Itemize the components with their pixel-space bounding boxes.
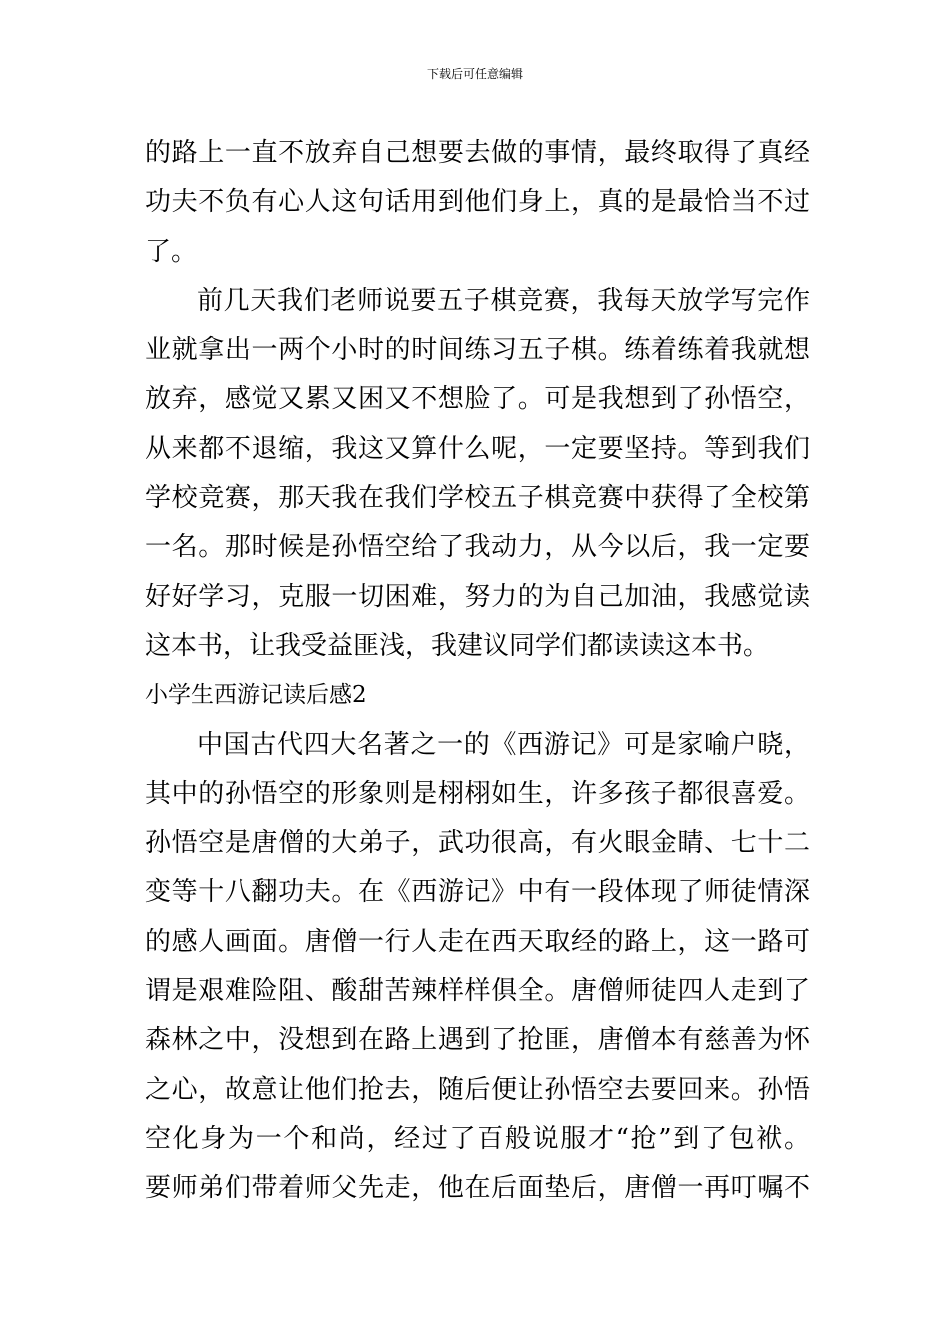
text-line: 的路上一直不放弃自己想要去做的事情，最终取得了真经: [145, 138, 810, 168]
text-line: 其中的孙悟空的形象则是栩栩如生，许多孩子都很喜爱。: [145, 778, 810, 809]
paragraph-1: [145, 129, 810, 277]
text-line: 好好学习，克服一切困难，努力的为自己加油，我感觉读: [145, 581, 810, 612]
text-line: 这本书，让我受益匪浅，我建议同学们都读读这本书。: [145, 630, 770, 661]
text-line: 森林之中，没想到在路上遇到了抢匪，唐僧本有慈善为怀: [145, 1025, 810, 1056]
text-line: 学校竞赛，那天我在我们学校五子棋竞赛中获得了全校第: [145, 483, 810, 514]
text-line: 放弃，感觉又累又困又不想脸了。可是我想到了孙悟空，: [145, 384, 810, 415]
text-line: 前几天我们老师说要五子棋竞赛，我每天放学写完作: [197, 285, 810, 316]
text-line: 孙悟空是唐僧的大弟子，武功很高，有火眼金睛、七十二: [145, 828, 810, 859]
document-body: [145, 129, 810, 1214]
section-title: 小学生西游记读后感2: [145, 682, 367, 709]
text-line: 中国古代四大名著之一的《西游记》可是家喻户晓，: [197, 729, 810, 760]
text-line: 要师弟们带着师父先走，他在后面垫后，唐僧一再叮嘱不: [145, 1173, 810, 1204]
text-line: 的感人画面。唐僧一行人走在西天取经的路上，这一路可: [145, 926, 810, 957]
text-line: 一名。那时候是孙悟空给了我动力，从今以后，我一定要: [145, 532, 810, 563]
text-line: 变等十八翻功夫。在《西游记》中有一段体现了师徒情深: [145, 877, 810, 908]
text-line: 功夫不负有心人这句话用到他们身上，真的是最恰当不过: [145, 187, 810, 218]
paragraph-3: [145, 721, 810, 1214]
paragraph-2: [145, 277, 810, 671]
text-line: 空化身为一个和尚，经过了百般说服才“抢”到了包袱。: [145, 1123, 810, 1154]
text-line: 了。: [145, 236, 198, 267]
text-line: 之心，故意让他们抢去，随后便让孙悟空去要回来。孙悟: [145, 1074, 810, 1105]
text-line: 谓是艰难险阻、酸甜苦辣样样俱全。唐僧师徒四人走到了: [145, 976, 810, 1007]
text-line: 从来都不退缩，我这又算什么呢，一定要坚持。等到我们: [145, 433, 810, 464]
page-header-note: 下载后可任意编辑: [426, 67, 523, 81]
text-line: 业就拿出一两个小时的时间练习五子棋。练着练着我就想: [145, 335, 810, 366]
